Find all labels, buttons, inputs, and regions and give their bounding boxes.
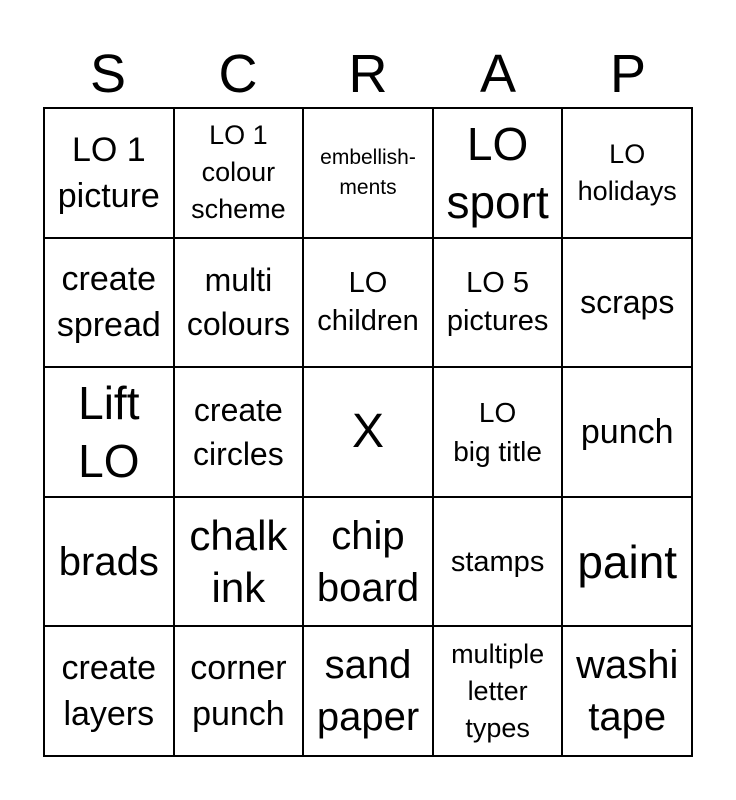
header-letter-r: R — [348, 44, 388, 104]
cell-label: multiple letter types — [451, 638, 545, 743]
cell-label: Lift LO — [78, 376, 140, 487]
cell-label: punch — [580, 412, 674, 451]
cell-label: embellish- ments — [320, 145, 416, 199]
bingo-cell[interactable] — [175, 627, 305, 757]
bingo-cell[interactable] — [175, 109, 305, 239]
header-letter-s: S — [89, 44, 127, 104]
bingo-cell[interactable] — [563, 627, 693, 757]
cell-label: multi colours — [186, 262, 290, 343]
bingo-cell[interactable] — [563, 239, 693, 369]
cell-label: LO holidays — [577, 138, 677, 206]
bingo-cell[interactable] — [175, 498, 305, 628]
bingo-cell[interactable] — [304, 239, 434, 369]
cell-label: sand paper — [316, 643, 420, 740]
cell-label: LO 5 pictures — [446, 267, 549, 338]
header-letter-c: C — [218, 44, 258, 104]
bingo-cell[interactable] — [563, 498, 693, 628]
header-letter-p: P — [609, 44, 647, 104]
bingo-cell[interactable] — [304, 109, 434, 239]
bingo-cell[interactable] — [45, 368, 175, 498]
bingo-cell[interactable] — [45, 498, 175, 628]
cell-label: X — [351, 404, 384, 458]
bingo-cell[interactable] — [45, 109, 175, 239]
bingo-cell[interactable] — [175, 239, 305, 369]
bingo-cell[interactable] — [434, 368, 564, 498]
cell-label: washi tape — [576, 643, 679, 740]
bingo-cell[interactable] — [563, 368, 693, 498]
cell-label: LO 1 colour scheme — [191, 120, 286, 225]
cell-label: paint — [577, 535, 678, 588]
cell-label: brads — [58, 539, 159, 584]
header-letter-a: A — [479, 44, 517, 104]
cell-label: LO children — [317, 267, 419, 338]
bingo-cell[interactable] — [304, 627, 434, 757]
cell-label: corner punch — [190, 649, 287, 734]
cell-label: create circles — [193, 391, 284, 472]
cell-label: scraps — [580, 284, 675, 321]
cell-label: create spread — [56, 260, 161, 345]
cell-label: LO big title — [453, 396, 542, 467]
bingo-cell[interactable] — [434, 627, 564, 757]
cell-label: chip board — [316, 513, 420, 610]
cell-label: chalk ink — [189, 511, 288, 611]
bingo-grid — [43, 107, 693, 757]
cell-label: LO 1 picture — [57, 130, 160, 215]
cell-label: stamps — [450, 545, 545, 578]
bingo-header — [43, 40, 693, 108]
bingo-cell[interactable] — [304, 368, 434, 498]
bingo-cell[interactable] — [434, 498, 564, 628]
bingo-cell[interactable] — [563, 109, 693, 239]
bingo-cell[interactable] — [45, 627, 175, 757]
bingo-cell[interactable] — [45, 239, 175, 369]
cell-label: LO sport — [446, 117, 549, 228]
cell-label: create layers — [61, 649, 157, 734]
bingo-cell[interactable] — [434, 239, 564, 369]
bingo-cell[interactable] — [434, 109, 564, 239]
bingo-cell[interactable] — [304, 498, 434, 628]
bingo-cell[interactable] — [175, 368, 305, 498]
